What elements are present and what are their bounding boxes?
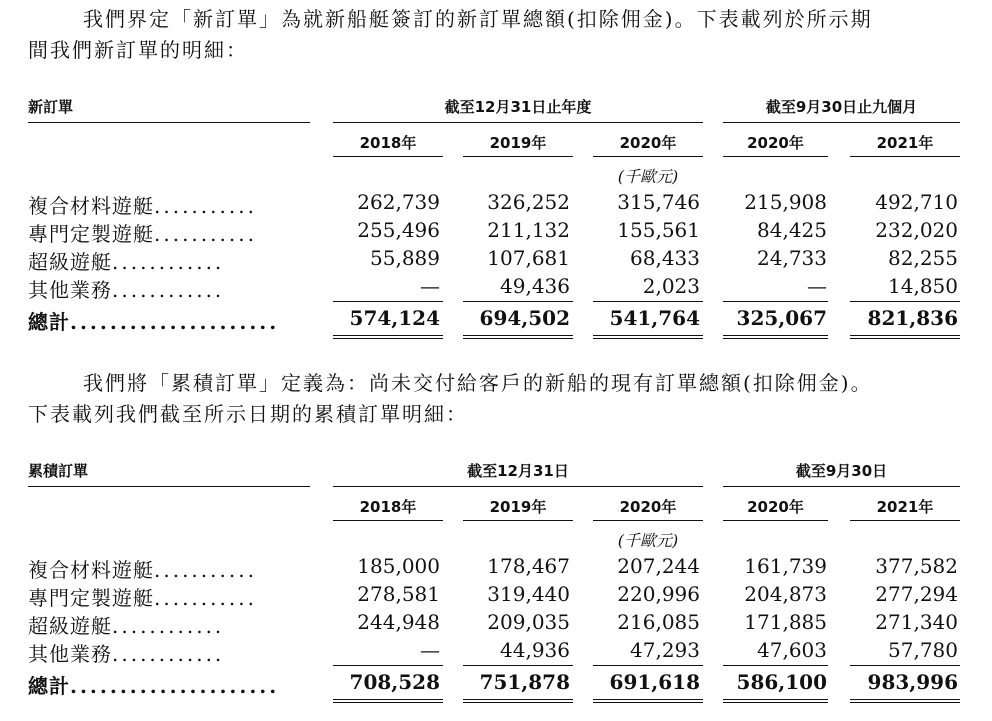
cell-value: 232,020 <box>875 218 958 242</box>
subtotal-rule <box>723 301 828 302</box>
cell-value: 161,739 <box>744 554 827 578</box>
total-value: 751,878 <box>479 670 570 694</box>
cell-value: 24,733 <box>757 246 827 270</box>
paragraph-line: 間我們新訂單的明細： <box>28 38 248 62</box>
row-label: 超級遊艇............ <box>28 614 225 638</box>
subtotal-rule <box>463 665 573 666</box>
subtotal-rule <box>850 665 960 666</box>
year-rule <box>723 520 828 521</box>
cell-value: 68,433 <box>630 246 700 270</box>
unit-label: (千歐元) <box>617 531 679 550</box>
paragraph-line: 我們將「累積訂單」定義為：尚未交付給客戶的新船的現有訂單總額(扣除佣金)。 <box>83 371 873 395</box>
cell-value: 211,132 <box>487 218 570 242</box>
total-double-rule <box>463 699 573 700</box>
cell-value: 14,850 <box>888 274 958 298</box>
cell-value: 209,035 <box>487 610 570 634</box>
group-header-nine-months: 截至9月30日 <box>795 462 888 480</box>
cell-value: 319,440 <box>487 582 570 606</box>
table-row <box>28 246 960 274</box>
year-header: 2020年 <box>619 134 677 152</box>
cell-value: 244,948 <box>357 610 440 634</box>
subtotal-rule <box>850 301 960 302</box>
cell-value: 377,582 <box>875 554 958 578</box>
new-orders-table <box>28 92 960 342</box>
year-rule <box>850 520 960 521</box>
cell-value: 49,436 <box>500 274 570 298</box>
total-double-rule <box>723 699 828 700</box>
cell-value: 57,780 <box>888 638 958 662</box>
cell-value: 326,252 <box>487 190 570 214</box>
rule-title <box>28 486 310 487</box>
paragraph-line: 我們界定「新訂單」為就新船艇簽訂的新訂單總額(扣除佣金)。下表載列於所示期 <box>83 7 873 31</box>
cell-value: 82,255 <box>888 246 958 270</box>
total-value: 691,618 <box>609 670 700 694</box>
total-double-rule <box>333 699 443 700</box>
cell-value: 47,603 <box>757 638 827 662</box>
total-double-rule <box>723 335 828 336</box>
rule-group-left <box>333 486 703 487</box>
group-header-nine-months: 截至9月30日止九個月 <box>765 98 918 116</box>
cell-value: 277,294 <box>875 582 958 606</box>
total-double-rule <box>850 335 960 336</box>
total-double-rule <box>593 338 703 339</box>
row-label: 超級遊艇............ <box>28 250 225 274</box>
year-header: 2021年 <box>876 498 934 516</box>
table-row <box>28 218 960 246</box>
row-label: 總計..................... <box>28 310 280 334</box>
cell-value: 220,996 <box>617 582 700 606</box>
cell-value: 271,340 <box>875 610 958 634</box>
paragraph-line: 下表載列我們截至所示日期的累積訂單明細： <box>28 402 468 426</box>
table-row <box>28 582 960 610</box>
cell-value: 55,889 <box>370 246 440 270</box>
year-rule <box>463 520 573 521</box>
cell-value: 84,425 <box>757 218 827 242</box>
year-header: 2019年 <box>489 134 547 152</box>
year-rule <box>593 156 703 157</box>
year-header: 2018年 <box>359 498 417 516</box>
total-double-rule <box>593 335 703 336</box>
total-value: 325,067 <box>736 306 827 330</box>
group-header-year-end: 截至12月31日 <box>467 462 569 480</box>
table-row <box>28 274 960 302</box>
year-header: 2021年 <box>876 134 934 152</box>
subtotal-rule <box>723 665 828 666</box>
rule-group-right <box>723 122 960 123</box>
table-row <box>28 554 960 582</box>
total-double-rule <box>463 702 573 703</box>
total-value: 586,100 <box>736 670 827 694</box>
cell-value: 171,885 <box>744 610 827 634</box>
table-row <box>28 610 960 638</box>
rule-group-right <box>723 486 960 487</box>
total-double-rule <box>333 702 443 703</box>
total-double-rule <box>463 335 573 336</box>
total-value: 821,836 <box>867 306 958 330</box>
cell-value: 47,293 <box>630 638 700 662</box>
total-double-rule <box>850 699 960 700</box>
year-rule <box>593 520 703 521</box>
total-double-rule <box>593 702 703 703</box>
row-label: 總計..................... <box>28 674 280 698</box>
total-value: 574,124 <box>349 306 440 330</box>
cell-value: 204,873 <box>744 582 827 606</box>
table-title: 新訂單 <box>28 98 74 116</box>
year-rule <box>850 156 960 157</box>
subtotal-rule <box>593 301 703 302</box>
year-rule <box>333 156 443 157</box>
cell-value: 44,936 <box>500 638 570 662</box>
subtotal-rule <box>593 665 703 666</box>
total-value: 708,528 <box>349 670 440 694</box>
total-double-rule <box>850 338 960 339</box>
total-row <box>28 670 960 698</box>
cell-value: 262,739 <box>357 190 440 214</box>
total-value: 694,502 <box>479 306 570 330</box>
intro-paragraph-backlog <box>28 368 978 430</box>
intro-paragraph-new-orders <box>28 4 978 66</box>
backlog-table <box>28 456 960 706</box>
cell-value: 492,710 <box>875 190 958 214</box>
row-label: 專門定製遊艇........... <box>28 586 257 610</box>
year-rule <box>723 156 828 157</box>
cell-value: 107,681 <box>487 246 570 270</box>
total-value: 983,996 <box>867 670 958 694</box>
unit-label: (千歐元) <box>617 167 679 186</box>
cell-value: — <box>420 638 440 662</box>
cell-value: — <box>420 274 440 298</box>
year-header: 2020年 <box>619 498 677 516</box>
cell-value: 315,746 <box>617 190 700 214</box>
year-rule <box>333 520 443 521</box>
cell-value: 185,000 <box>357 554 440 578</box>
total-value: 541,764 <box>609 306 700 330</box>
row-label: 其他業務............ <box>28 642 225 666</box>
row-label: 複合材料遊艇........... <box>28 194 257 218</box>
subtotal-rule <box>333 665 443 666</box>
subtotal-rule <box>333 301 443 302</box>
total-double-rule <box>850 702 960 703</box>
total-double-rule <box>333 338 443 339</box>
year-header: 2019年 <box>489 498 547 516</box>
cell-value: 207,244 <box>617 554 700 578</box>
table-row <box>28 638 960 666</box>
total-row <box>28 306 960 334</box>
total-double-rule <box>463 338 573 339</box>
cell-value: 155,561 <box>617 218 700 242</box>
rule-group-left <box>333 122 703 123</box>
total-double-rule <box>333 335 443 336</box>
group-header-year-end: 截至12月31日止年度 <box>444 98 592 116</box>
cell-value: 2,023 <box>642 274 700 298</box>
cell-value: 178,467 <box>487 554 570 578</box>
row-label: 複合材料遊艇........... <box>28 558 257 582</box>
year-rule <box>463 156 573 157</box>
year-header: 2018年 <box>359 134 417 152</box>
subtotal-rule <box>463 301 573 302</box>
year-header: 2020年 <box>747 134 804 152</box>
table-title: 累積訂單 <box>28 462 89 480</box>
rule-title <box>28 122 310 123</box>
row-label: 其他業務............ <box>28 278 225 302</box>
year-header: 2020年 <box>747 498 804 516</box>
total-double-rule <box>593 699 703 700</box>
cell-value: 216,085 <box>617 610 700 634</box>
table-row <box>28 190 960 218</box>
row-label: 專門定製遊艇........... <box>28 222 257 246</box>
cell-value: 278,581 <box>357 582 440 606</box>
total-double-rule <box>723 338 828 339</box>
cell-value: 215,908 <box>744 190 827 214</box>
cell-value: 255,496 <box>357 218 440 242</box>
cell-value: — <box>807 274 827 298</box>
total-double-rule <box>723 702 828 703</box>
